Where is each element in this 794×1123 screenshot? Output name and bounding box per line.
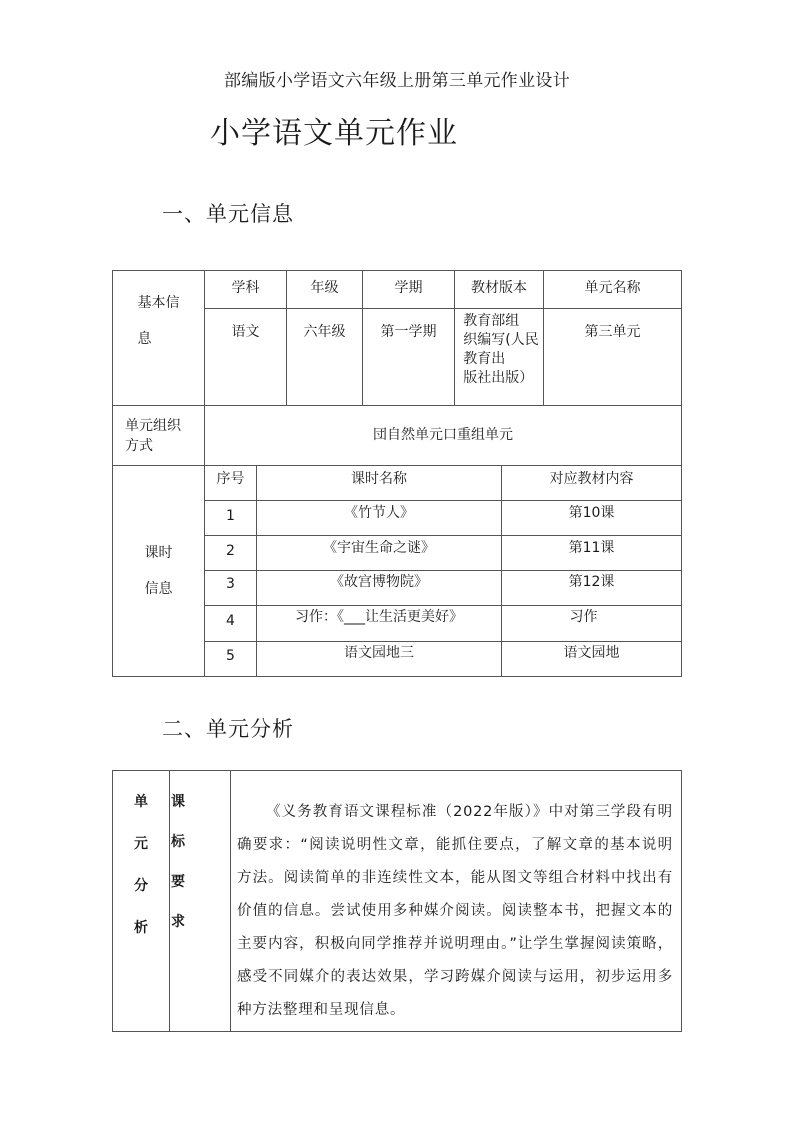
sub-char-1: 课 [171, 794, 185, 810]
basic-info-label-line1: 基本信 [137, 295, 180, 311]
side-char-3: 分 [134, 878, 148, 894]
header-grade: 年级 [286, 270, 363, 309]
section2-heading: 二、单元分析 [162, 717, 294, 741]
side-char-2: 元 [134, 836, 148, 852]
header-term: 学期 [362, 270, 455, 309]
lesson-info-label-line2: 信息 [144, 581, 173, 597]
value-term: 第一学期 [362, 308, 455, 406]
side-char-4: 析 [134, 920, 148, 936]
lesson-4-name: 习作：《___让生活更美好》 [256, 605, 502, 642]
analysis-side-label [133, 791, 149, 959]
sub-char-4: 求 [171, 914, 185, 930]
lesson-3-no: 3 [204, 570, 257, 606]
lesson-3-content: 第12课 [501, 570, 682, 606]
header-subject: 学科 [204, 270, 287, 309]
lesson-header-name: 课时名称 [256, 465, 502, 501]
value-unit-name: 第三单元 [543, 308, 682, 406]
analysis-sub-label [170, 791, 186, 951]
lesson-header-content: 对应教材内容 [501, 465, 682, 501]
lesson-5-content: 语文园地 [501, 641, 682, 677]
value-edition-line3: 教育出 [463, 351, 506, 367]
header-unit-name: 单元名称 [543, 270, 682, 309]
org-value-cell: 団自然单元口重组单元 [204, 405, 682, 466]
lesson-header-no: 序号 [204, 465, 257, 501]
org-label-cell [112, 405, 205, 466]
value-edition-line2: 织编写(人民 [463, 332, 539, 348]
lesson-1-no: 1 [204, 500, 257, 536]
lesson-3-name: 《故宫博物院》 [256, 570, 502, 606]
lesson-5-name: 语文园地三 [256, 641, 502, 677]
value-grade: 六年级 [286, 308, 363, 406]
lesson-2-no: 2 [204, 535, 257, 571]
basic-info-label-line2: 息 [137, 331, 152, 347]
document-header: 部编版小学语文六年级上册第三单元作业设计 [224, 71, 570, 91]
org-label-line1: 单元组织 [125, 417, 181, 434]
org-label-line2: 方式 [125, 437, 153, 454]
section1-heading: 一、单元信息 [162, 202, 294, 226]
lesson-2-content: 第11课 [501, 535, 682, 571]
value-edition [454, 308, 544, 406]
lesson-2-name: 《宇宙生命之谜》 [256, 535, 502, 571]
value-subject: 语文 [204, 308, 287, 406]
lesson-5-no: 5 [204, 641, 257, 677]
lesson-1-content: 第10课 [501, 500, 682, 536]
value-edition-line1: 教育部组 [463, 313, 520, 329]
sub-char-3: 要 [171, 874, 185, 890]
lesson-4-no: 4 [204, 605, 257, 642]
lesson-4-content: 习作 [501, 605, 682, 642]
side-char-1: 单 [134, 794, 148, 810]
sub-char-2: 标 [171, 834, 185, 850]
basic-info-label-cell [112, 270, 205, 406]
header-edition: 教材版本 [454, 270, 544, 309]
lesson-1-name: 《竹节人》 [256, 500, 502, 536]
document-title: 小学语文单元作业 [210, 116, 458, 151]
value-edition-line4: 版社出版） [463, 370, 534, 386]
lesson-info-label-line1: 课时 [144, 545, 173, 561]
curriculum-requirements-text: 《义务教育语文课程标准（2022年版）》中对第三学段有明确要求：“阅读说明性文章，能抓住要点，了解文章的基本说明方法。阅读简单的非连续性文本，能从图文等组合材料中找出有价值的信息。尝试使用多种媒介阅读。阅读整本书，把握文本的主要内容，积极向同学推荐并说明理由。”让学生掌握阅读策略，感受不同媒介的表达效果，学习跨媒介阅读与运用，初步运用多种方法整理和呈现信息。 [237, 804, 673, 1018]
lesson-info-label-cell [112, 465, 205, 677]
